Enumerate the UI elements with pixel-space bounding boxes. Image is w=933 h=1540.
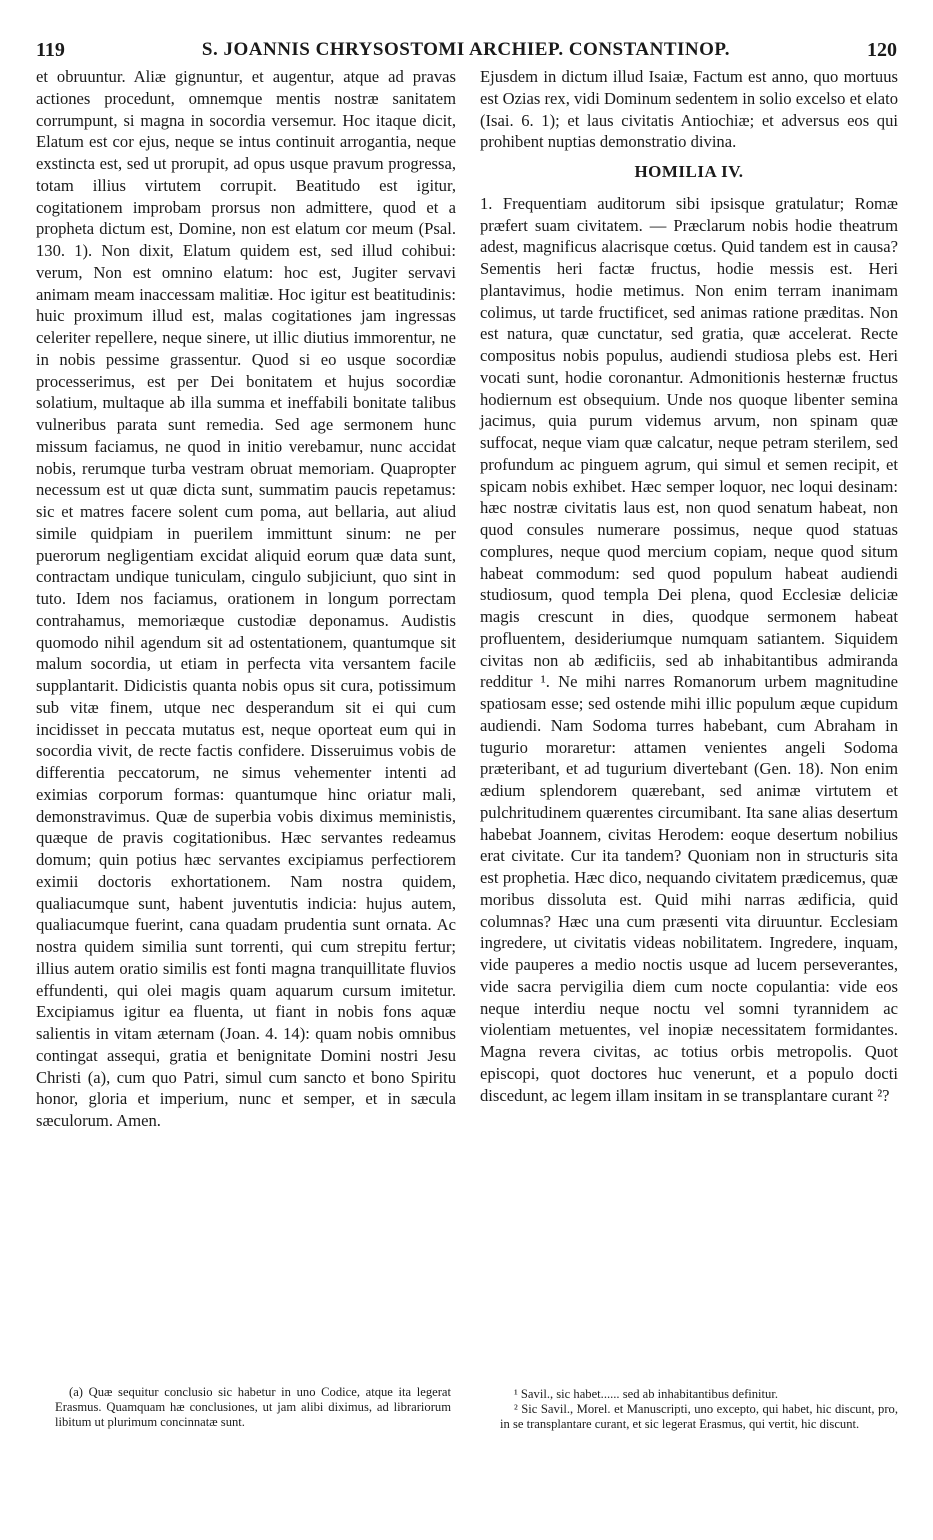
footnote-1: ¹ Savil., sic habet...... sed ab inhabitantibus definitur. bbox=[514, 1387, 779, 1401]
running-title: S. JOANNIS CHRYSOSTOMI ARCHIEP. CONSTANTINOP. bbox=[201, 39, 730, 60]
footnote-a: (a) Quæ sequitur conclusio sic habetur in uno Codice, atque ita legerat Erasmus. Quamquam hæ conclusiones, ut jam alibi diximus, ad librariorum libitum ut plurimum concinnatæ sunt. bbox=[55, 1385, 451, 1429]
homily-intro: Ejusdem in dictum illud Isaiæ, Factum est anno, quo mortuus est Ozias rex, vidi Dominum sedentem in solio excelso et elato (Isai. 6. 1); et laus civitatis Antiochiæ; et adversus eos qui prohibent nuptias demonstratio divina. bbox=[480, 67, 898, 152]
left-page-number: 119 bbox=[36, 38, 65, 61]
left-column-text: et obruuntur. Aliæ gignuntur, et augentur, atque ad pravas actiones procedunt, omnemque mentis nostræ sanitatem corrumpunt, si magna in socordia versemur. Hoc itaque dicit, Elatum est cor ejus, neque se intus continuit arrogantia, neque exstincta est, sed ut prorupit, ad opus usque pravum progressa, totam illius virtutem corrupit. Beatitudo est igitur, cogitationem improbam prorsus non admittere, quod et a propheta dictum est, Domine, non est elatum cor meum (Psal. 130. 1). Non dixit, Elatum quidem est, sed illud cohibui: verum, Non est omnino elatum: hoc est, Jugiter servavi animam meam inaccessam malitiæ. Hoc igitur est beatitudinis: huic proximum illud est, malas cogitationes jam ingressas celeriter repellere, neque sinere, ut illic diutius immorentur, ne in nobis pessime grassentur. Quod si eo usque socordiæ processerimus, est per Dei bonitatem et hujus socordiæ solatium, multaque ab illa summa et ineffabili bonitate talibus vulneribus parata sunt remedia. Sed age sermonem hunc missum faciamus, ne quod in initio verebamur, nunc accidat nobis, rerumque turba vestram obruat memoriam. Quapropter necessum est ut quæ dicta sunt, summatim paucis repetamus: sic et matres facere solent cum poma, aut bellaria, aut aliud simile quidpiam in puerilem immittunt sinum: ne per puerorum negligentiam excidat aliquid eorum quæ data sunt, contractam undique tuniculam, cingulo subjiciunt, quo sint in tuto. Idem nos faciamus, orationem in longum porrectam contrahamus, memoriæque custodiæ deponamus. Audistis quomodo nihil agendum sit ad ostentationem, quantumque sit malum socordia, ut etiam in perfecta vita versantem facile supplantarit. Didicistis quanta nobis opus sit cura, potissimum sub vitæ finem, utque nec desperandum sit ei qui cum incidisset in peccata mutatus est, neque oporteat eum qui in socordia vivit, de recte factis confidere. Disseruimus vobis de differentia peccatorum, ne simus vehementer intenti ad eximias corporum formas: quantumque hinc oriatur mali, demonstravimus. Quæ de superbia vobis diximus meministis, quæque de pravis cogitationibus. Hæc servantes redeamus domum; quin potius hæc servantes excipiamus perfectiorem eximii doctoris exhortationem. Nam nostra quidem, qualiacumque sunt, habent juventutis indicia: hujus autem, qualiacumque fuerint, cana quadam prudentia sunt ornata. Ac nostra quidem similia sunt torrenti, qui cum strepitu fertur; illius autem oratio similis est fonti magna tranquillitate fluvios effundenti, qui olei magis quam aquarum cursum imitetur. Excipiamus igitur ea fluenta, ut fiant in nobis fons aquæ salientis in vitam æternam (Joan. 4. 14): quam nobis omnibus contingat assequi, gratia et benignitate Domini nostri Jesu Christi (a), cum quo Patri, simul cum sancto et bono Spiritu honor, gloria et imperium, nunc et semper, et in sæcula sæculorum. Amen. bbox=[36, 67, 456, 1130]
left-column bbox=[36, 66, 456, 1132]
page-header bbox=[36, 36, 897, 64]
footnote-2: ² Sic Savil., Morel. et Manuscripti, uno excepto, qui habet, hic discunt, pro, in se transplantare curant, et sic legerat Erasmus, qui vertit, hic discunt. bbox=[500, 1402, 898, 1431]
right-column bbox=[480, 66, 898, 1106]
right-page-number: 120 bbox=[867, 38, 897, 61]
left-footnote bbox=[55, 1385, 451, 1430]
homily-body: 1. Frequentiam auditorum sibi ipsisque gratulatur; Romæ præfert suam civitatem. — Præclarum nobis hodie theatrum adest, magnificus alacrisque cœtus. Quid tandem est in causa? Sementis heri factæ fructus, hodie messis est. Heri plantavimus, hodie metimus. Non enim terram inanimam colimus, ut tarde fructificet, sed animas ratione præditas. Non est natura, quæ cunctatur, sed gratia, quæ accelerat. Recte compositus nobis populus, audiendi studiosa plebs est. Heri vocati sunt, hodie coronantur. Admonitionis hesternæ fructus hodiernum est obsequium. Unde nos quoque libenter semina jacimus, quia purum videmus arvum, non spinam quæ suffocat, neque viam quæ calcatur, neque petram sterilem, sed profundum ac pinguem agrum, qui simul et semen recipit, et spicam nobis exhibet. Hæc semper loquor, nec loqui desinam: hæc nostræ civitatis laus est, non quod senatum habeat, non quod consules numerare possimus, neque quod statuas complures, neque quod mercium copiam, neque quod situm habeat commodum: sed quod populum habeat audiendi studiosum, quod templa Dei plena, quod Ecclesiæ deliciæ magis crescunt in dies, quodque sermonem habeat profluentem, desideriumque numquam satiantem. Siquidem civitas non ab ædificiis, sed ab inhabitantibus admiranda redditur ¹. Ne mihi narres Romanorum urbem magnitudine spatiosam esse; sed ostende mihi illic populum æque cupidum audiendi. Nam Sodoma turres habebant, cum Abraham in tugurio moraretur: attamen venientes angeli Sodoma præteribant, et ad tugurium divertebant (Gen. 18). Non enim ædium splendorem quærebant, sed animæ virtutem et pulchritudinem quærentes circumibant. Ita sane alias desertum habebat Joannem, civitas Herodem: eoque desertum nobilius erat civitate. Cur ita tandem? Quoniam non in structuris sita est prophetia. Hæc dico, nequando civitatem prædicemus, quæ moribus dissoluta est. Quid mihi narras ædificia, quid columnas? Hæc una cum præsenti vita diruuntur. Ecclesiam ingredere, ut civitatis videas nobilitatem. Ingredere, inquam, vide pauperes a medio noctis usque ad lucem perseverantes, vide sacra pervigilia diem cum nocte copulantia: vide eos neque interdiu neque noctu vel somni tyrannidem ac violentiam metuentes, vel inopiæ necessitatem formidantes. Magna revera civitas, ac totius orbis metropolis. Quot episcopi, quot doctores huc venerunt, et a populo docti discedunt, ac legem illam insitam in se transplantare curant ²? bbox=[480, 193, 898, 1105]
right-footnotes bbox=[500, 1387, 898, 1432]
homily-title: HOMILIA IV. bbox=[634, 162, 744, 181]
